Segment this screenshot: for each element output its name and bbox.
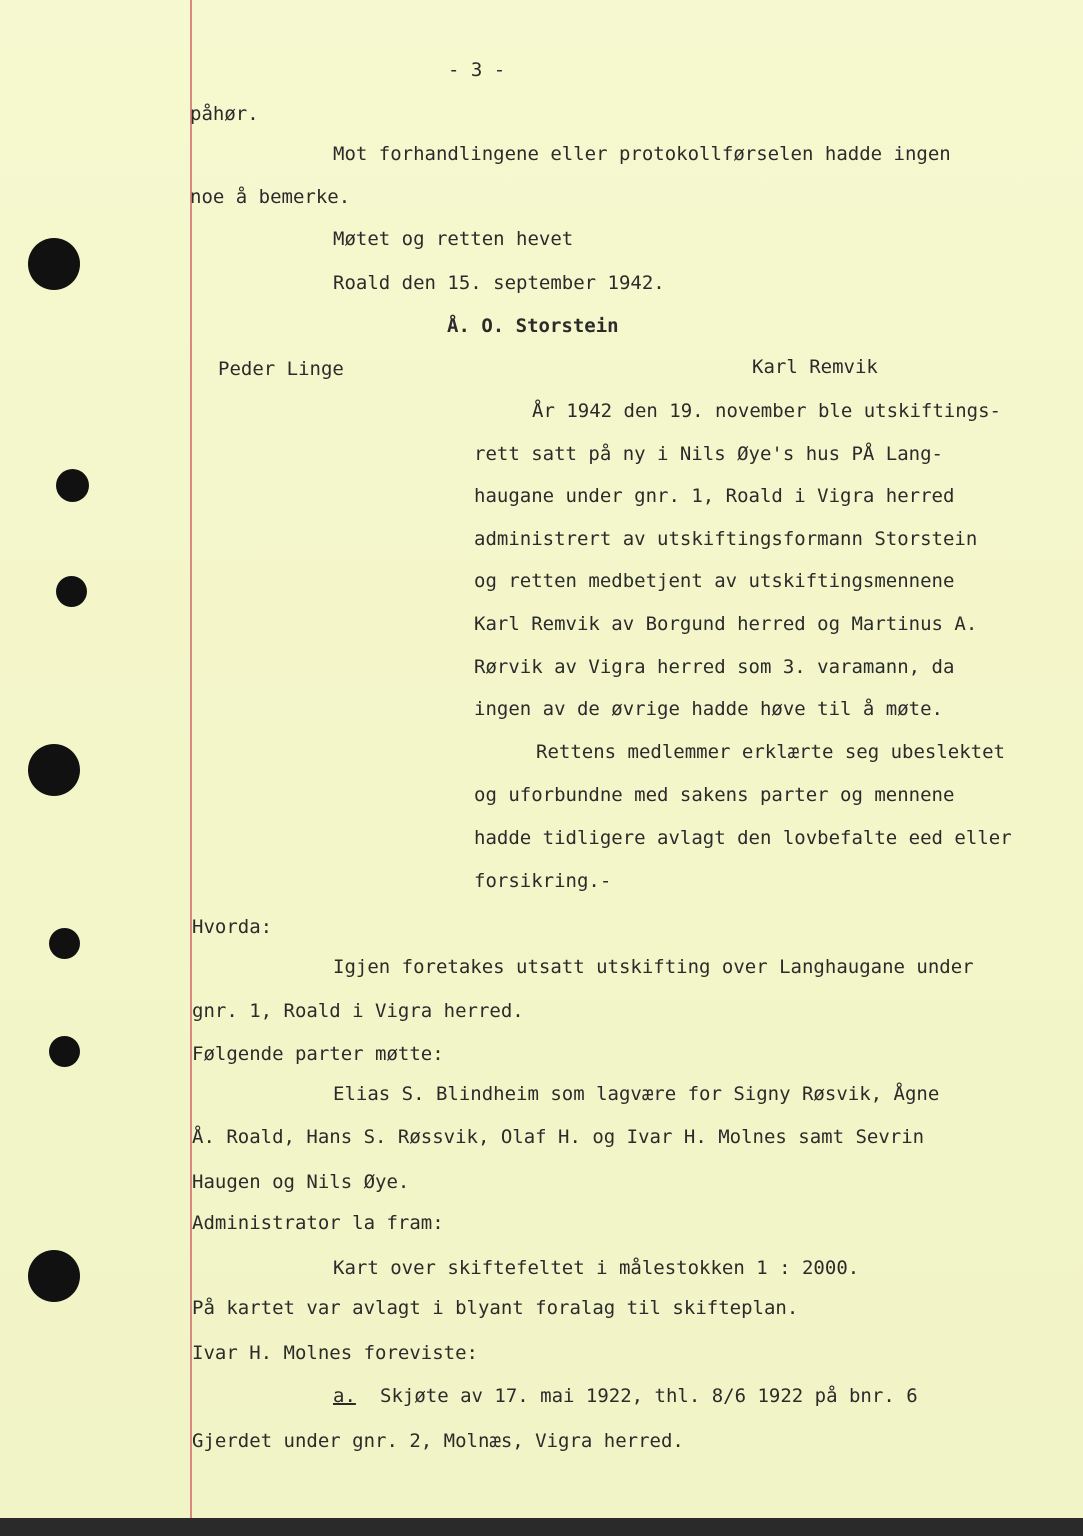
punch-hole-3: [56, 576, 87, 607]
text-line: rett satt på ny i Nils Øye's hus PÅ Lang-: [474, 443, 943, 465]
text-line: Haugen og Nils Øye.: [192, 1171, 410, 1193]
signature-name: Peder Linge: [218, 358, 344, 380]
punch-hole-6: [49, 1036, 80, 1067]
text-line: haugane under gnr. 1, Roald i Vigra herred: [474, 485, 955, 507]
section-heading: Følgende parter møtte:: [192, 1043, 444, 1065]
text-line: Rørvik av Vigra herred som 3. varamann, da: [474, 656, 955, 678]
section-heading: Hvorda:: [192, 916, 273, 938]
text-line: Kart over skiftefeltet i målestokken 1 : 2000.: [333, 1257, 860, 1279]
text-line: noe å bemerke.: [190, 186, 351, 208]
text-line: Roald den 15. september 1942.: [333, 272, 665, 294]
text-line: påhør.: [190, 103, 259, 125]
text-line: Å. Roald, Hans S. Røssvik, Olaf H. og Ivar H. Molnes samt Sevrin: [192, 1126, 925, 1148]
punch-hole-4: [28, 744, 80, 796]
signature-name: Karl Remvik: [752, 356, 878, 378]
text-line: ingen av de øvrige hadde høve til å møte.: [474, 698, 943, 720]
text-line: Rettens medlemmer erklærte seg ubeslektet: [536, 741, 1005, 763]
punch-hole-5: [49, 928, 80, 959]
text-line: Gjerdet under gnr. 2, Molnæs, Vigra herred.: [192, 1430, 684, 1452]
signature-name: Å. O. Storstein: [447, 315, 619, 337]
text-line: På kartet var avlagt i blyant foralag til skifteplan.: [192, 1297, 799, 1319]
text-line: og uforbundne med sakens parter og mennene: [474, 784, 955, 806]
text-line: År 1942 den 19. november ble utskiftings-: [532, 400, 1001, 422]
text-line: Elias S. Blindheim som lagvære for Signy Røsvik, Ågne: [333, 1083, 940, 1105]
section-heading: Ivar H. Molnes foreviste:: [192, 1342, 478, 1364]
text-line: hadde tidligere avlagt den lovbefalte eed eller: [474, 827, 1012, 849]
text-line: Karl Remvik av Borgund herred og Martinus A.: [474, 613, 978, 635]
item-marker: a.: [333, 1385, 356, 1407]
text-line: gnr. 1, Roald i Vigra herred.: [192, 1000, 524, 1022]
text-line: Mot forhandlingene eller protokollførselen hadde ingen: [333, 143, 951, 165]
punch-hole-7: [28, 1250, 80, 1302]
scan-bottom-edge: [0, 1518, 1083, 1536]
punch-hole-1: [28, 238, 80, 290]
text-line: forsikring.-: [474, 870, 612, 892]
page-number: - 3 -: [448, 59, 506, 81]
text-line: Skjøte av 17. mai 1922, thl. 8/6 1922 på bnr. 6: [380, 1385, 918, 1407]
text-line: Igjen foretakes utsatt utskifting over Langhaugane under: [333, 956, 974, 978]
text-line: Møtet og retten hevet: [333, 228, 574, 250]
section-heading: Administrator la fram:: [192, 1212, 444, 1234]
punch-hole-2: [56, 469, 89, 502]
text-line: og retten medbetjent av utskiftingsmennene: [474, 570, 955, 592]
text-line: administrert av utskiftingsformann Storstein: [474, 528, 978, 550]
